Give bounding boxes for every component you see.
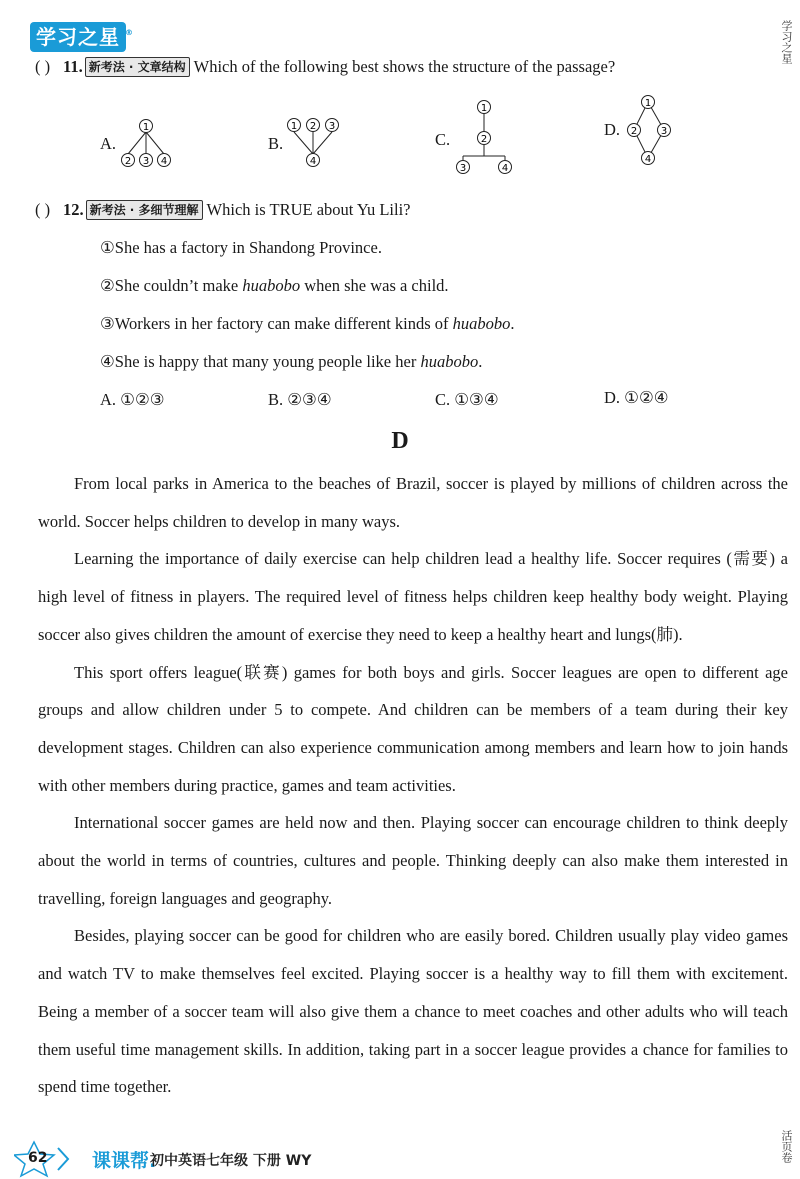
question-number: 12. bbox=[63, 200, 84, 219]
svg-text:1: 1 bbox=[290, 121, 298, 132]
node-1 bbox=[140, 120, 153, 134]
node-3 bbox=[326, 119, 339, 133]
svg-text:3: 3 bbox=[459, 163, 467, 174]
side-mark-bottom: 活页卷 bbox=[780, 1130, 793, 1163]
option-b[interactable]: B. ②③④ bbox=[268, 390, 332, 409]
node-2 bbox=[307, 119, 320, 133]
statement-1: ①She has a factory in Shandong Province. bbox=[100, 238, 382, 257]
option-a-diagram bbox=[100, 118, 190, 178]
tree-diagram bbox=[286, 118, 356, 178]
svg-text:1: 1 bbox=[142, 122, 150, 133]
svg-text:4: 4 bbox=[501, 163, 509, 174]
tree-diagram bbox=[624, 94, 684, 170]
svg-text:4: 4 bbox=[309, 156, 317, 167]
statement-2: ②She couldn’t make huabobo when she was a child. bbox=[100, 276, 449, 295]
paragraph-4: International soccer games are held now and then. Playing soccer can encourage children to think deeply about the world in terms of countries, cultures and people. Thinking deeply can also make them interested in travelling, foreign languages and geography. bbox=[38, 813, 788, 908]
book-title: 初中英语七年级 下册 WY bbox=[150, 1153, 312, 1169]
node-3 bbox=[457, 161, 470, 175]
option-c[interactable]: C. ①③④ bbox=[435, 390, 499, 409]
tree-diagram bbox=[120, 118, 190, 178]
option-d-diagram bbox=[604, 94, 704, 170]
question-11 bbox=[35, 57, 615, 77]
paragraph-3: This sport offers league(联赛) games for both boys and girls. Soccer leagues are open to different age groups and allow children under 5 to compete. And children can be members of a team during their key development stages. Children can also experience communication among members and learn how to join hands with other members during practice, games and team activities. bbox=[38, 662, 788, 795]
option-b-diagram bbox=[268, 118, 358, 178]
paragraph-1: From local parks in America to the beaches of Brazil, soccer is played by millions of children across the world. Soccer helps children to develop in many ways. bbox=[38, 474, 788, 531]
question-12 bbox=[35, 200, 410, 220]
svg-text:4: 4 bbox=[644, 154, 652, 165]
node-1 bbox=[642, 96, 655, 110]
side-mark-top: 学习之星 bbox=[780, 20, 793, 64]
paragraph-5: Besides, playing soccer can be good for children who are easily bored. Children usually play video games and watch TV to make themselves feel excited. Playing soccer is a healthy way to fill them with excitement. Being a member of a soccer team will also give them a chance to meet coaches and other adults who will teach them useful time management skills. In addition, taking part in a soccer league provides a chance for families to spend time together. bbox=[38, 926, 788, 1097]
node-2 bbox=[478, 132, 491, 146]
option-a[interactable]: A. ①②③ bbox=[100, 390, 165, 409]
node-4 bbox=[499, 161, 512, 175]
statement-3: ③Workers in her factory can make different kinds of huabobo. bbox=[100, 314, 515, 333]
paragraph-2: Learning the importance of daily exercise can help children lead a healthy life. Soccer requires (需要) a high level of fitness in players. The required level of fitness helps children keep healthy body weight. Playing soccer also gives children the amount of exercise they need to keep a healthy heart and lungs(肺). bbox=[38, 549, 788, 644]
question-text: Which is TRUE about Yu Lili? bbox=[206, 200, 411, 219]
answer-blank[interactable]: ( ) bbox=[35, 200, 51, 219]
option-label: D. bbox=[604, 120, 621, 139]
option-d[interactable]: D. ①②④ bbox=[604, 388, 669, 407]
section-title: D bbox=[391, 428, 409, 454]
node-1 bbox=[288, 119, 301, 133]
svg-text:3: 3 bbox=[328, 121, 336, 132]
option-label: A. bbox=[100, 134, 117, 153]
svg-text:2: 2 bbox=[124, 156, 132, 167]
option-label: B. bbox=[268, 134, 284, 153]
statement-4: ④She is happy that many young people like her huabobo. bbox=[100, 352, 483, 371]
question-number: 11. bbox=[63, 57, 83, 76]
tree-diagram bbox=[455, 96, 525, 180]
svg-text:3: 3 bbox=[142, 156, 150, 167]
option-c-diagram bbox=[435, 96, 535, 180]
logo-text: 学习之星 bbox=[36, 25, 120, 49]
question-tag: 新考法 · 文章结构 bbox=[85, 57, 190, 77]
question-tag: 新考法 · 多细节理解 bbox=[86, 200, 203, 220]
node-2 bbox=[122, 154, 135, 168]
svg-text:2: 2 bbox=[309, 121, 317, 132]
page-number: 62 bbox=[28, 1150, 48, 1166]
registered-mark: ® bbox=[125, 28, 134, 37]
answer-blank[interactable]: ( ) bbox=[35, 57, 51, 76]
footer-brand: 课课帮. bbox=[92, 1150, 157, 1172]
option-label: C. bbox=[435, 130, 451, 149]
question-text: Which of the following best shows the structure of the passage? bbox=[193, 57, 616, 76]
svg-text:3: 3 bbox=[660, 126, 668, 137]
passage bbox=[38, 465, 788, 1106]
node-2 bbox=[628, 124, 641, 138]
node-3 bbox=[140, 154, 153, 168]
node-1 bbox=[478, 101, 491, 115]
svg-text:4: 4 bbox=[160, 156, 168, 167]
brand-logo bbox=[30, 22, 134, 52]
svg-text:1: 1 bbox=[480, 103, 488, 114]
node-4 bbox=[642, 152, 655, 166]
node-3 bbox=[658, 124, 671, 138]
svg-text:1: 1 bbox=[644, 98, 652, 109]
svg-text:2: 2 bbox=[630, 126, 638, 137]
svg-text:2: 2 bbox=[480, 134, 488, 145]
node-4 bbox=[307, 154, 320, 168]
node-4 bbox=[158, 154, 171, 168]
